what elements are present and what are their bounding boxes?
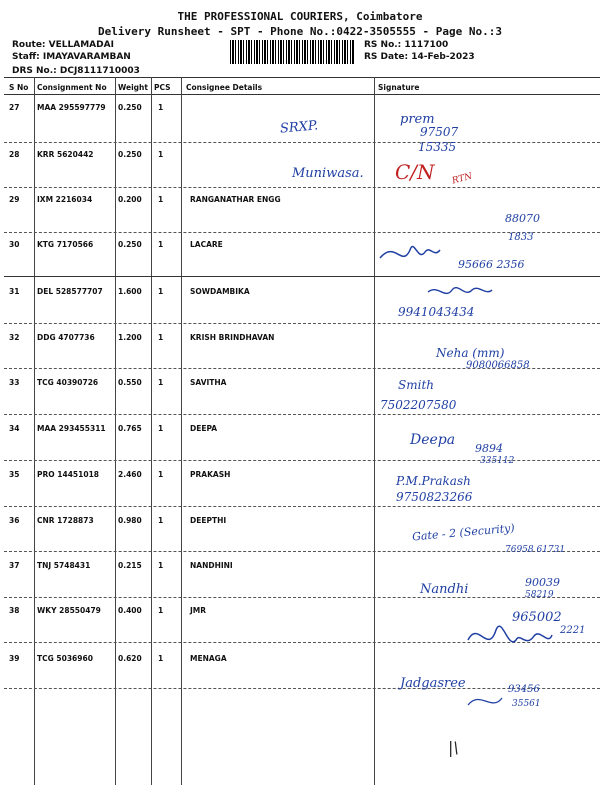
col-header-signature: Signature (378, 83, 420, 92)
signature-handwriting: prem (400, 112, 435, 127)
signature-handwriting: Smith (398, 378, 434, 392)
cell-pcs: 1 (158, 287, 164, 296)
cell-sno: 33 (9, 378, 20, 387)
cell-consignment: MAA 295597779 (37, 103, 106, 112)
signature-scribble-39 (468, 698, 502, 705)
cell-consignment: TCG 5036960 (37, 654, 93, 663)
signature-handwriting: 76958 61731 (505, 545, 566, 555)
signature-handwriting: 9894 (475, 442, 503, 455)
cell-sno: 27 (9, 103, 20, 112)
signature-handwriting: 97507 (420, 125, 459, 139)
cell-pcs: 1 (158, 150, 164, 159)
cell-sno: 31 (9, 287, 20, 296)
cell-pcs: 1 (158, 424, 164, 433)
cell-sno: 34 (9, 424, 20, 433)
consignee-handwriting: Muniwasa. (292, 166, 364, 181)
cell-pcs: 1 (158, 103, 164, 112)
cell-weight: 0.765 (118, 424, 142, 433)
cell-sno: 36 (9, 516, 20, 525)
cell-pcs: 1 (158, 654, 164, 663)
cell-weight: 1.200 (118, 333, 142, 342)
cell-consignment: CNR 1728873 (37, 516, 94, 525)
signature-handwriting: 35561 (512, 699, 541, 709)
signature-handwriting: |\ (448, 738, 459, 757)
cell-consignee: MENAGA (190, 654, 227, 663)
drs-number: DRS No.: DCJ8111710003 (12, 66, 140, 76)
cell-sno: 37 (9, 561, 20, 570)
signature-handwriting: Gate - 2 (Security) (411, 521, 516, 544)
cell-consignee: KRISH BRINDHAVAN (190, 333, 275, 342)
cell-weight: 0.980 (118, 516, 142, 525)
cell-consignee: JMR (190, 606, 207, 615)
cell-consignee: RANGANATHAR ENGG (190, 195, 281, 204)
col-header-pcs: PCS (154, 83, 171, 92)
signature-handwriting: 7502207580 (380, 398, 457, 412)
col-header-sno: S No (9, 83, 29, 92)
col-header-consignee: Consignee Details (186, 83, 263, 92)
cell-weight: 0.620 (118, 654, 142, 663)
cell-consignment: PRO 14451018 (37, 470, 100, 479)
signature-handwriting: Neha (mm) (436, 346, 505, 360)
consignee-handwriting: SRXP. (279, 118, 319, 137)
signature-handwriting: 88070 (505, 212, 540, 225)
signature-handwriting: 90039 (525, 576, 560, 589)
signature-handwriting: 9750823266 (396, 490, 473, 504)
cell-weight: 0.215 (118, 561, 142, 570)
cell-weight: 0.250 (118, 150, 142, 159)
cell-consignment: TNJ 5748431 (37, 561, 91, 570)
cell-pcs: 1 (158, 470, 164, 479)
cell-pcs: 1 (158, 561, 164, 570)
cell-sno: 30 (9, 240, 20, 249)
cell-sno: 28 (9, 150, 20, 159)
signature-handwriting: 93456 (508, 684, 540, 695)
signature-handwriting: 15335 (418, 140, 457, 154)
staff-label: Staff: IMAYAVARAMBAN (12, 52, 131, 62)
cell-sno: 39 (9, 654, 20, 663)
signature-handwriting: 58219 (525, 590, 554, 600)
cell-consignment: KRR 5620442 (37, 150, 94, 159)
cell-consignment: WKY 28550479 (37, 606, 101, 615)
signature-scribble-31 (428, 288, 492, 294)
signature-handwriting: RTN (451, 171, 474, 187)
cell-consignee: SAVITHA (190, 378, 227, 387)
signature-scribble-38 (468, 626, 552, 642)
signature-handwriting: P.M.Prakash (396, 474, 471, 488)
page-title: THE PROFESSIONAL COURIERS, Coimbatore (177, 10, 423, 23)
route-label: Route: VELLAMADAI (12, 40, 114, 50)
cell-weight: 0.250 (118, 103, 142, 112)
cell-weight: 0.400 (118, 606, 142, 615)
signature-handwriting: 9080066858 (466, 360, 530, 371)
signature-handwriting: 335112 (480, 456, 515, 466)
cell-consignee: PRAKASH (190, 470, 231, 479)
cell-consignee: SOWDAMBIKA (190, 287, 250, 296)
signature-scribble-30 (380, 247, 440, 258)
cell-consignment: IXM 2216034 (37, 195, 93, 204)
cell-weight: 0.250 (118, 240, 142, 249)
cell-consignee: DEEPTHI (190, 516, 227, 525)
signature-handwriting: 9941043434 (398, 305, 475, 319)
cell-sno: 32 (9, 333, 20, 342)
signature-handwriting: Nandhi (420, 582, 469, 597)
cell-consignee: LACARE (190, 240, 223, 249)
signature-handwriting: Jadgasree (400, 676, 466, 691)
col-header-weight: Weight (118, 83, 148, 92)
signature-handwriting: 95666 2356 (458, 258, 525, 271)
cell-pcs: 1 (158, 378, 164, 387)
cell-pcs: 1 (158, 516, 164, 525)
cell-pcs: 1 (158, 606, 164, 615)
cell-sno: 35 (9, 470, 20, 479)
cell-weight: 2.460 (118, 470, 142, 479)
cell-sno: 29 (9, 195, 20, 204)
cell-weight: 0.550 (118, 378, 142, 387)
cell-sno: 38 (9, 606, 20, 615)
signature-handwriting: Deepa (410, 432, 456, 448)
rs-date: RS Date: 14-Feb-2023 (364, 52, 475, 62)
cell-consignee: NANDHINI (190, 561, 233, 570)
cell-weight: 0.200 (118, 195, 142, 204)
signature-handwriting: 2221 (560, 625, 586, 636)
cell-consignment: MAA 293455311 (37, 424, 106, 433)
cell-consignment: DDG 4707736 (37, 333, 95, 342)
rs-number: RS No.: 1117100 (364, 40, 449, 50)
col-header-consignment: Consignment No (37, 83, 107, 92)
cell-pcs: 1 (158, 333, 164, 342)
cell-weight: 1.600 (118, 287, 142, 296)
signature-handwriting: C/N (395, 160, 435, 184)
cell-pcs: 1 (158, 195, 164, 204)
cell-consignment: TCG 40390726 (37, 378, 99, 387)
signature-handwriting: 965002 (512, 610, 562, 625)
cell-consignment: KTG 7170566 (37, 240, 94, 249)
page-subtitle: Delivery Runsheet - SPT - Phone No.:0422-3505555 - Page No.:3 (98, 25, 502, 38)
cell-consignee: DEEPA (190, 424, 218, 433)
cell-pcs: 1 (158, 240, 164, 249)
signature-handwriting: 1833 (508, 232, 534, 243)
cell-consignment: DEL 528577707 (37, 287, 103, 296)
